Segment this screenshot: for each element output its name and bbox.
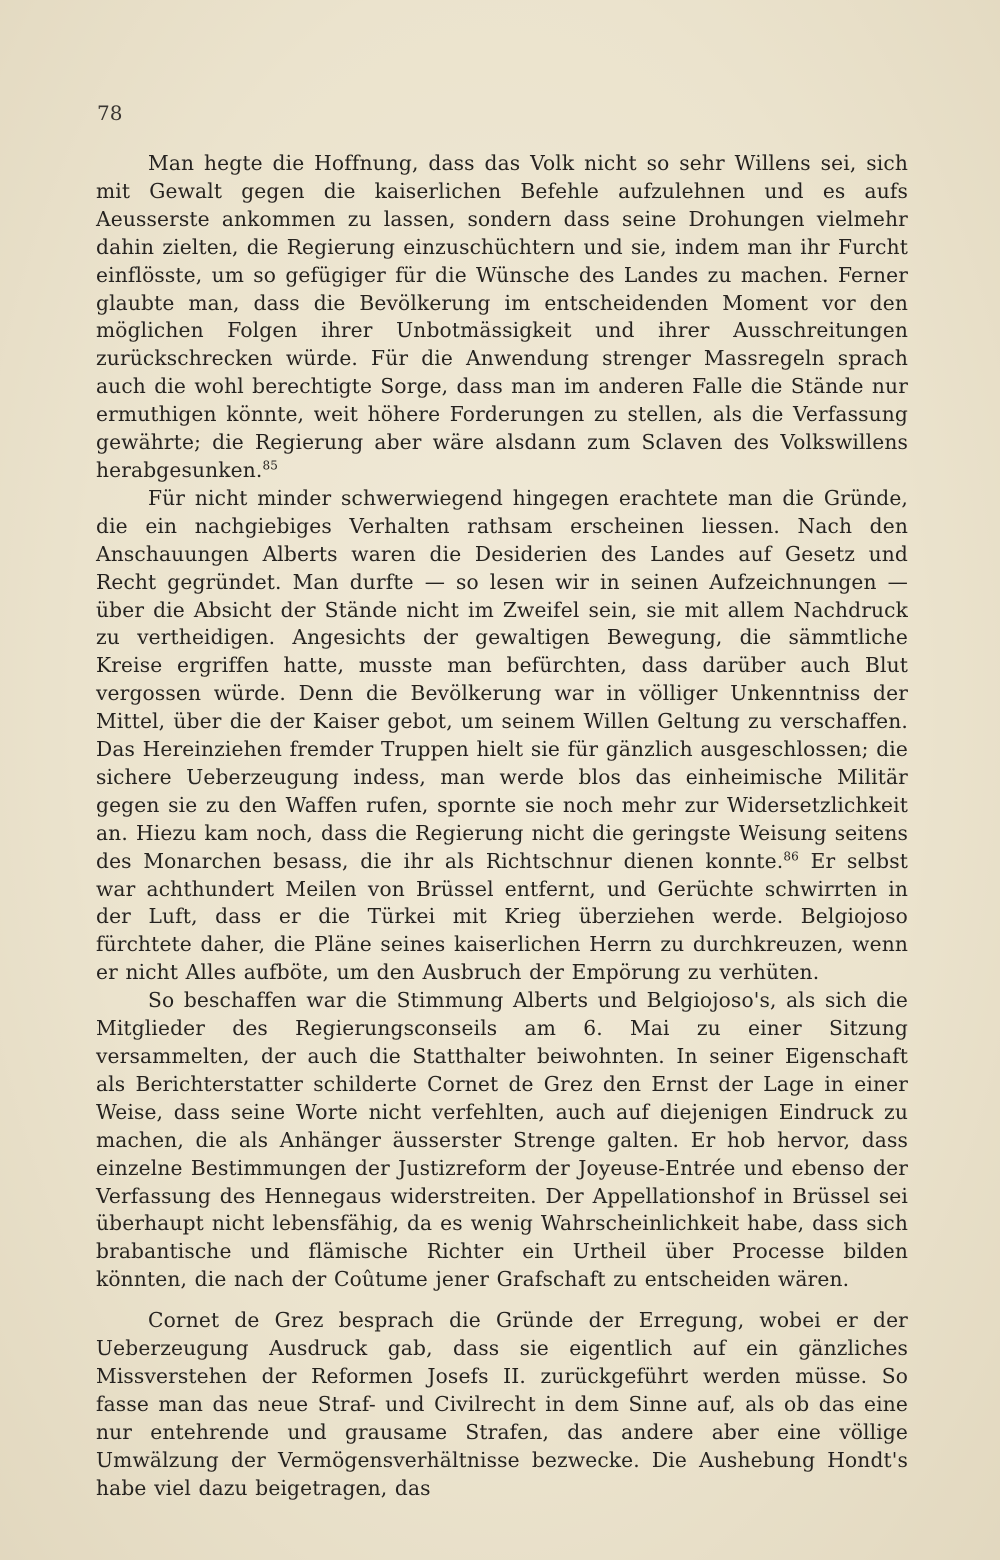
- paragraph-2-text-continued: Er selbst war achthundert Meilen von Brüssel entfernt, und Gerüchte schwirrten in der Luft, dass er die Türkei mit Krieg überziehen werde. Belgiojoso fürchtete daher, die Pläne seines kaiserlichen Herrn zu durchkreuzen, wenn er nicht Alles aufböte, um den Ausbruch der Empörung zu verhüten.: [96, 848, 909, 985]
- paragraph-1-text: Man hegte die Hoffnung, dass das Volk nicht so sehr Willens sei, sich mit Gewalt gegen die kaiserlichen Befehle aufzulehnen und es aufs Aeusserste ankommen zu lassen, sondern dass seine Drohungen vielmehr dahin zielten, die Regierung einzuschüchtern und sie, indem man ihr Furcht einflösste, um so gefügiger für die Wünsche des Landes zu machen. Ferner glaubte man, dass die Bevölkerung im entscheidenden Moment vor den möglichen Folgen ihrer Unbotmässigkeit und ihrer Ausschreitungen zurückschrecken würde. Für die Anwendung strenger Massregeln sprach auch die wohl berechtigte Sorge, dass man im anderen Falle die Stände nur ermuthigen könnte, weit höhere Forderungen zu stellen, als die Verfassung gewährte; die Regierung aber wäre alsdann zum Sclaven des Volkswillens herabgesunken.: [96, 151, 908, 482]
- body-text: [96, 150, 908, 1503]
- paragraph-1: [96, 150, 908, 485]
- footnote-ref-85: 85: [262, 458, 279, 473]
- paragraph-3: [96, 987, 908, 1294]
- paragraph-2-text: Für nicht minder schwerwiegend hingegen erachtete man die Gründe, die ein nachgiebiges Verhalten rathsam erscheinen liessen. Nach den Anschauungen Alberts waren die Desiderien des Landes auf Gesetz und Recht gegründet. Man durfte — so lesen wir in seinen Aufzeichnungen — über die Absicht der Stände nicht im Zweifel sein, sie mit allem Nachdruck zu vertheidigen. Angesichts der gewaltigen Bewegung, die sämmtliche Kreise ergriffen hatte, musste man befürchten, dass darüber auch Blut vergossen würde. Denn die Bevölkerung war in völliger Unkenntniss der Mittel, über die der Kaiser gebot, um seinem Willen Geltung zu verschaffen. Das Hereinziehen fremder Truppen hielt sie für gänzlich ausgeschlossen; die sichere Ueberzeugung indess, man werde blos das einheimische Militär gegen sie zu den Waffen rufen, spornte sie noch mehr zur Widersetzlichkeit an. Hiezu kam noch, dass die Regierung nicht die geringste Weisung seitens des Monarchen besass, die ihr als Richtschnur dienen konnte.: [96, 485, 908, 873]
- paragraph-2: [96, 485, 908, 987]
- page-number: 78: [97, 101, 123, 125]
- paragraph-4-text: Cornet de Grez besprach die Gründe der Erregung, wobei er der Ueberzeugung Ausdruck gab, dass sie eigentlich auf ein gänzliches Missverstehen der Reformen Josefs II. zurückgeführt werden müsse. So fasse man das neue Straf- und Civilrecht in dem Sinne auf, als ob das eine nur entehrende und grausame Strafen, das andere aber eine völlige Umwälzung der Vermögensverhältnisse bezwecke. Die Aushebung Hondt's habe viel dazu beigetragen, das: [96, 1308, 908, 1500]
- paragraph-4: [96, 1307, 908, 1502]
- footnote-ref-86: 86: [783, 848, 799, 863]
- paragraph-3-text: So beschaffen war die Stimmung Alberts und Belgiojoso's, als sich die Mitglieder des Regierungsconseils am 6. Mai zu einer Sitzung versammelten, der auch die Statthalter beiwohnten. In seiner Eigenschaft als Berichterstatter schilderte Cornet de Grez den Ernst der Lage in einer Weise, dass seine Worte nicht verfehlten, auch auf diejenigen Eindruck zu machen, die als Anhänger äusserster Strenge galten. Er hob hervor, dass einzelne Bestimmungen der Justizreform der Joyeuse-Entrée und ebenso der Verfassung des Hennegaus widerstreiten. Der Appellationshof in Brüssel sei überhaupt nicht lebensfähig, da es wenig Wahrscheinlichkeit habe, dass sich brabantische und flämische Richter ein Urtheil über Processe bilden könnten, die nach der Coûtume jener Grafschaft zu entscheiden wären.: [96, 988, 908, 1292]
